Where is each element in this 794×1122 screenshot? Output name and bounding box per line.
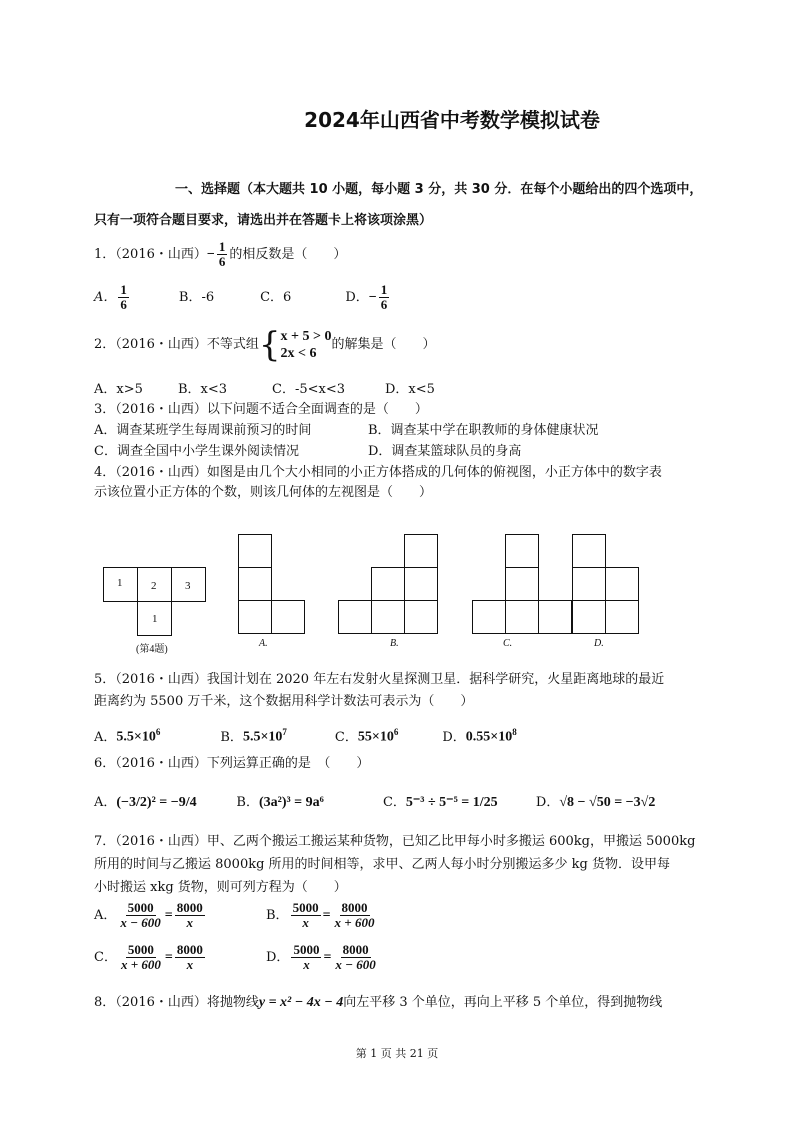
question-1-options [94,283,424,312]
q6-option-a-label: A． [94,795,117,810]
q2-inequality-1: x + 5 > 0 [280,329,332,344]
question-6-stem: 6．（2016・山西）下列运算正确的是 （ ） [94,756,370,771]
question-5-line2: 距离约为 5500 万千米，这个数据用科学计数法可表示为（ ） [94,694,474,709]
top-view-count: 3 [185,580,191,592]
view-cell [605,600,639,634]
option-a-label: A. [259,638,268,649]
section-header-line2: 只有一项符合题目要求，请选出并在答题卡上将该项涂黑） [94,213,433,228]
question-5-options [94,724,517,746]
question-3-stem: 3．（2016・山西）以下问题不适合全面调查的是（ ） [94,402,428,417]
q7-option-d [266,943,380,972]
q3-option-c: C．调查全国中小学生课外阅读情况 [94,444,299,459]
top-view-count: 1 [152,613,158,625]
q5-option-c-label: C． [334,729,358,745]
view-cell [472,600,506,634]
equals-sign: = [164,949,173,965]
q2-option-d: D．x<5 [385,382,435,397]
q2-option-b: B．x<3 [178,382,228,397]
q7-option-c-label: C． [94,949,117,965]
q2-option-a: A．x>5 [94,382,143,397]
view-cell [572,534,606,568]
q5-option-a-label: A． [94,729,117,745]
q6-option-d-label: D． [535,795,560,810]
view-cell [404,567,438,601]
question-2-stem [94,325,436,365]
q1-option-c: C．6 [260,289,292,305]
view-cell [371,600,405,634]
q7-option-c-right: $\frac{8000}{x}$ [176,942,203,972]
q6-option-b-expr: (3a²)³ = 9a⁶ [258,795,324,810]
top-view-count: 1 [117,577,123,589]
q7-option-b-left: $\frac{5000}{x}$ [292,900,319,930]
q5-option-c: $55\times 10^6$ [357,727,399,745]
q7-option-d-right: $\frac{8000}{x - 600}$ [335,942,376,972]
q2-prefix: 2．（2016・山西）不等式组 [94,337,259,352]
q5-option-a: $5.5\times 10^6$ [116,727,161,745]
view-cell [404,534,438,568]
view-cell [572,600,606,634]
option-c-label: C. [503,638,513,649]
view-cell [538,600,572,634]
q7-option-a [94,901,207,930]
view-cell [238,567,272,601]
question-7-line1: 7．（2016・山西）甲、乙两个搬运工搬运某种货物，已知乙比甲每小时多搬运 600kg，甲搬运 5000kg [94,834,696,849]
equals-sign: = [323,949,332,965]
view-cell [271,600,305,634]
question-6-options [94,795,655,811]
q2-option-c: C．-5<x<3 [272,382,345,397]
view-cell [505,534,539,568]
question-7-line2: 所用的时间与乙搬运 8000kg 所用的时间相等，求甲、乙两人每小时分别搬运多少 kg 货物．设甲每 [94,857,671,872]
q6-option-a-expr: (−3/2)² = −9/4 [116,795,197,810]
q7-option-c-left: $\frac{5000}{x + 600}$ [120,942,161,972]
q2-system [281,328,332,362]
q7-option-a-left: $\frac{5000}{x - 600}$ [120,900,161,930]
q3-option-b: B．调查某中学在职教师的身体健康状况 [368,423,599,438]
equals-sign: = [322,907,331,923]
q5-option-d-label: D． [442,729,466,745]
q7-option-b [266,901,378,930]
equals-sign: = [164,907,173,923]
q1-option-d-sign: − [368,289,377,305]
question-5-line1: 5．（2016・山西）我国计划在 2020 年左右发射火星探测卫星．据科学研究，火星距离地球的最近 [94,672,665,687]
view-cell [371,567,405,601]
q1-option-d-label: D． [345,289,369,305]
view-cell [238,600,272,634]
page-title: 2024年山西省中考数学模拟试卷 [304,108,600,132]
q1-prefix: 1．（2016・山西） [94,246,207,262]
q2-suffix: 的解集是（ ） [331,337,436,352]
q7-option-b-label: B． [266,907,289,923]
q1-option-a-fraction: $\frac{1}{6}$ [120,282,127,312]
q1-suffix: 的相反数是（ ） [229,246,347,262]
q2-inequality-2: 2x < 6 [280,346,317,361]
question-4-line1: 4．（2016・山西）如图是由几个大小相同的小正方体搭成的几何体的俯视图，小正方体中的数字表 [94,465,662,480]
q1-sign: − [206,246,215,262]
q8-suffix: 向左平移 3 个单位，再向上平移 5 个单位，得到抛物线 [343,995,663,1010]
view-cell [338,600,372,634]
view-cell [605,567,639,601]
q5-option-d: $0.55\times 10^8$ [465,727,517,745]
top-view-count: 2 [151,580,157,592]
view-cell [505,567,539,601]
q7-option-c [94,943,207,972]
q1-fraction: $\frac{1}{6}$ [218,239,226,269]
q1-option-d-fraction: $\frac{1}{6}$ [380,282,388,312]
q6-option-d-expr: √8 − √50 = −3√2 [559,795,656,810]
q7-option-d-label: D． [266,949,290,965]
q2-brace: { [258,325,281,365]
figure-caption: (第4题) [136,644,168,655]
view-cell [505,600,539,634]
q1-option-b: B．-6 [178,289,215,305]
question-4-line2: 示该位置小正方体的个数，则该几何体的左视图是（ ） [94,485,433,500]
q3-option-d: D．调查某篮球队员的身高 [368,444,522,459]
q8-prefix: 8．（2016・山西）将抛物线 [94,995,259,1010]
q7-option-b-right: $\frac{8000}{x + 600}$ [334,900,375,930]
view-cell [572,567,606,601]
q5-option-b: $5.5\times 10^7$ [242,727,287,745]
q3-option-a: A．调查某班学生每周课前预习的时间 [94,423,312,438]
question-7-line3: 小时搬运 xkg 货物，则可列方程为（ ） [94,880,347,895]
page-footer: 第 1 页 共 21 页 [355,1047,439,1060]
q6-option-c-expr: 5⁻³ ÷ 5⁻⁵ = 1/25 [405,795,498,810]
q7-option-a-label: A． [94,907,117,923]
section-header-line1: 一、选择题（本大题共 10 小题，每小题 3 分，共 30 分．在每个小题给出的四个选项中， [175,182,703,197]
option-b-label: B. [390,638,399,649]
q7-option-d-left: $\frac{5000}{x}$ [293,942,320,972]
q1-option-a-label: A． [94,289,117,305]
q8-parabola-expr: y = x² − 4x − 4 [258,995,344,1010]
question-1-stem [94,240,346,269]
question-8-stem [94,995,662,1011]
view-cell [238,534,272,568]
q5-option-b-label: B． [220,729,243,745]
q7-option-a-right: $\frac{8000}{x}$ [176,900,203,930]
q6-option-b-label: B． [236,795,259,810]
option-d-label: D. [594,638,604,649]
view-cell [404,600,438,634]
q6-option-c-label: C． [382,795,406,810]
